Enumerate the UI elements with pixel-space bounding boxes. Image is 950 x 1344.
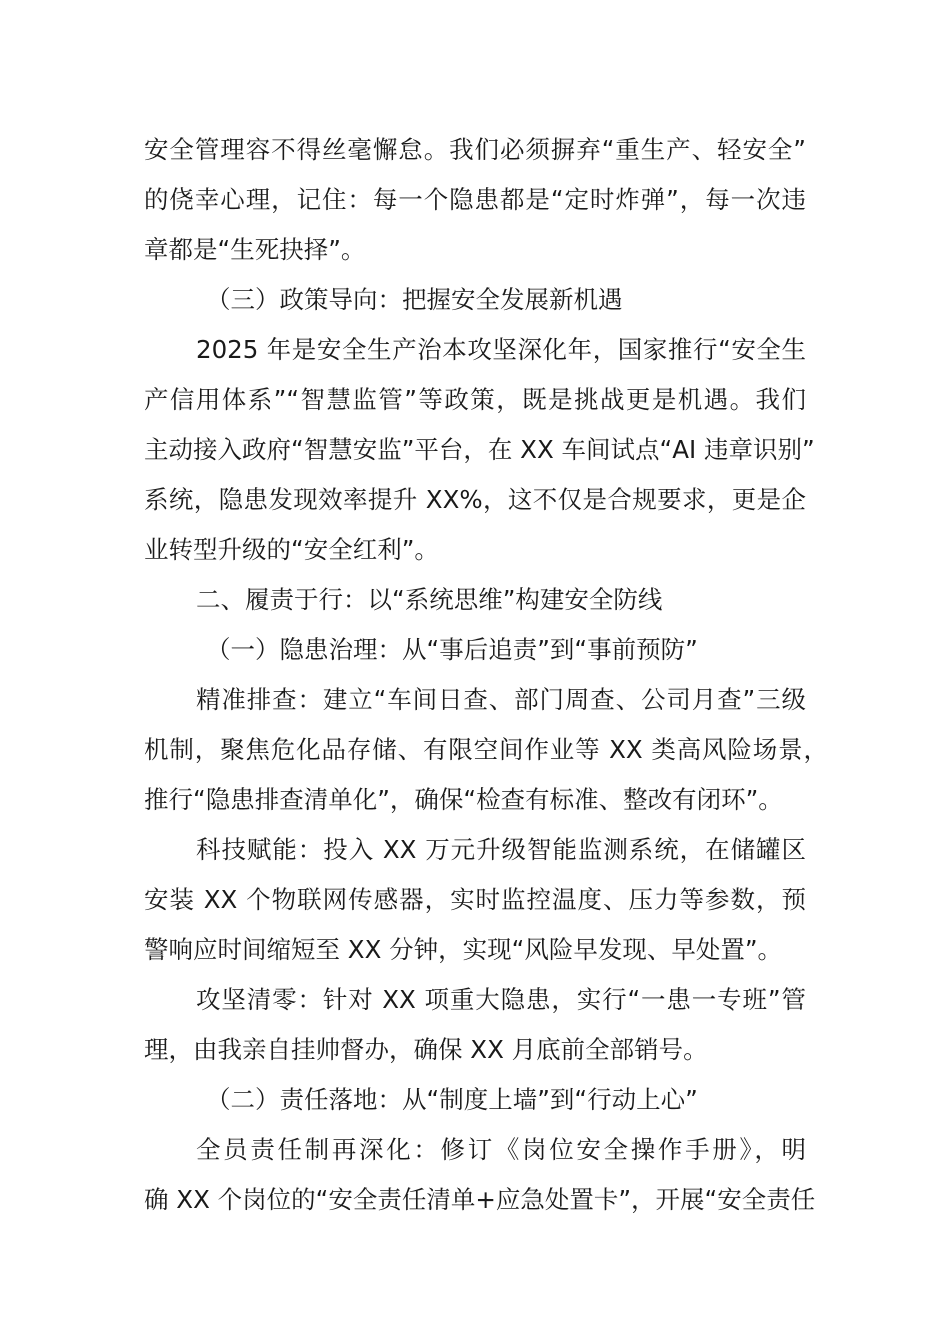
section-heading: （三）政策导向：把握安全发展新机遇: [206, 285, 623, 314]
section-heading: （一）隐患治理：从“事后追责”到“事前预防”: [206, 635, 698, 664]
paragraph-line: 业转型升级的“安全红利”。: [144, 535, 439, 564]
paragraph-line: 攻坚清零：针对 XX 项重大隐患，实行“一患一专班”管: [196, 985, 806, 1014]
paragraph-line: 2025 年是安全生产治本攻坚深化年，国家推行“安全生: [196, 335, 806, 364]
paragraph-line: 安全管理容不得丝毫懈怠。我们必须摒弃“重生产、轻安全”: [144, 135, 806, 164]
paragraph-line: 安装 XX 个物联网传感器，实时监控温度、压力等参数，预: [144, 885, 806, 914]
paragraph-line: 机制，聚焦危化品存储、有限空间作业等 XX 类高风险场景，: [144, 735, 828, 764]
paragraph-line: 的侥幸心理，记住：每一个隐患都是“定时炸弹”，每一次违: [144, 185, 806, 214]
paragraph-line: 理，由我亲自挂帅督办，确保 XX 月底前全部销号。: [144, 1035, 708, 1064]
chapter-heading: 二、履责于行：以“系统思维”构建安全防线: [196, 585, 663, 614]
section-heading: （二）责任落地：从“制度上墙”到“行动上心”: [206, 1085, 698, 1114]
paragraph-line: 推行“隐患排查清单化”，确保“检查有标准、整改有闭环”。: [144, 785, 783, 814]
paragraph-line: 章都是“生死抉择”。: [144, 235, 366, 264]
paragraph-line: 产信用体系”“智慧监管”等政策，既是挑战更是机遇。我们: [144, 385, 806, 414]
paragraph-line: 科技赋能：投入 XX 万元升级智能监测系统，在储罐区: [196, 835, 806, 864]
paragraph-line: 系统，隐患发现效率提升 XX%，这不仅是合规要求，更是企: [144, 485, 806, 514]
paragraph-line: 精准排查：建立“车间日查、部门周查、公司月查”三级: [196, 685, 806, 714]
paragraph-line: 确 XX 个岗位的“安全责任清单+应急处置卡”，开展“安全责任: [144, 1185, 816, 1214]
paragraph-line: 主动接入政府“智慧安监”平台，在 XX 车间试点“AI 违章识别”: [144, 435, 815, 464]
paragraph-line: 全员责任制再深化：修订《岗位安全操作手册》，明: [196, 1135, 806, 1164]
paragraph-line: 警响应时间缩短至 XX 分钟，实现“风险早发现、早处置”。: [144, 935, 783, 964]
